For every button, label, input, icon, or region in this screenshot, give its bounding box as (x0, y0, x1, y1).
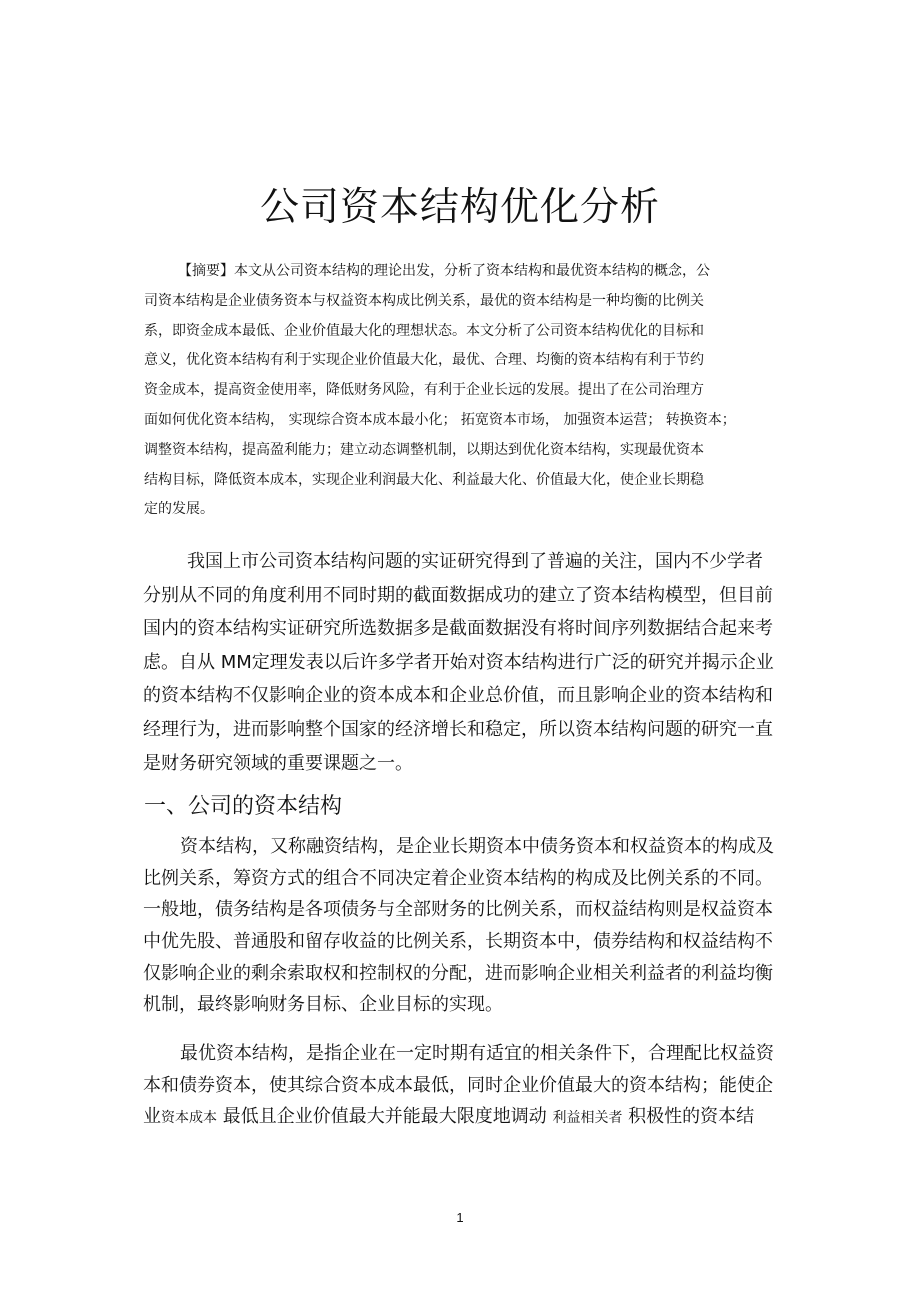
abstract-line: 【摘要】本文从公司资本结构的理论出发，分析了资本结构和最优资本结构的概念，公 (178, 263, 710, 279)
term-stakeholders: 利益相关者 (552, 1110, 623, 1127)
abstract-line: 面如何优化资本结构， 实现综合资本成本最小化； 拓宽资本市场， 加强资本运营； 转换资本； (144, 411, 736, 428)
paragraph-line: 业资本成本 最低且企业价值最大并能最大限度地调动 利益相关者 积极性的资本结 (143, 1106, 755, 1128)
term-capital-cost: 资本成本 (161, 1110, 217, 1127)
abstract-line: 调整资本结构，提高盈利能力；建立动态调整机制，以期达到优化资本结构，实现最优资本 (144, 441, 704, 458)
paragraph-line: 是财务研究领域的重要课题之一。 (143, 752, 413, 774)
paragraph-line: 中优先股、普通股和留存收益的比例关系，长期资本中，债券结构和权益结构不 (143, 931, 773, 953)
abstract-line: 资金成本，提高资金使用率，降低财务风险，有利于企业长远的发展。提出了在公司治理方 (144, 382, 704, 399)
paragraph-line: 仅影响企业的剩余索取权和控制权的分配，进而影响企业相关利益者的利益均衡 (143, 962, 773, 984)
intro-paragraph (143, 545, 803, 780)
paragraph-line: 的资本结构不仅影响企业的资本成本和企业总价值，而且影响企业的资本结构和 (143, 685, 773, 707)
paragraph-line: 一般地，债务结构是各项债务与全部财务的比例关系，而权益结构则是权益资本 (143, 899, 773, 921)
abstract-line: 意义，优化资本结构有利于实现企业价值最大化，最优、合理、均衡的资本结构有利于节约 (144, 352, 704, 369)
paragraph-line: 我国上市公司资本结构问题的实证研究得到了普遍的关注，国内不少学者 (187, 551, 763, 572)
paragraph-line: 国内的资本结构实证研究所选数据多是截面数据没有将时间序列数据结合起来考 (143, 618, 773, 640)
paragraph-line: 经理行为，进而影响整个国家的经济增长和稳定，所以资本结构问题的研究一直 (143, 718, 773, 740)
abstract-line: 定的发展。 (144, 501, 214, 518)
paragraph-line: 最优资本结构，是指企业在一定时期有适宜的相关条件下，合理配比权益资 (180, 1043, 774, 1064)
document-title: 公司资本结构优化分析 (259, 185, 660, 230)
page-number: 1 (456, 1210, 464, 1225)
paragraph-line: 资本结构，又称融资结构，是企业长期资本中债务资本和权益资本的构成及 (180, 836, 774, 857)
section-heading: 一、公司的资本结构 (144, 794, 343, 819)
section-paragraph (143, 1038, 803, 1133)
paragraph-line: 虑。自从 MM定理发表以后许多学者开始对资本结构进行广泛的研究并揭示企业 (143, 651, 774, 673)
section-paragraph (143, 831, 803, 1021)
paragraph-line: 分别从不同的角度利用不同时期的截面数据成功的建立了资本结构模型，但目前 (143, 584, 773, 606)
paragraph-line: 机制，最终影响财务目标、企业目标的实现。 (143, 994, 503, 1016)
abstract-label: 【摘要】 (178, 263, 234, 279)
abstract (144, 257, 774, 525)
abstract-line: 司资本结构是企业债务资本与权益资本构成比例关系，最优的资本结构是一种均衡的比例关 (144, 292, 704, 309)
abstract-line: 结构目标，降低资本成本，实现企业利润最大化、利益最大化、价值最大化，使企业长期稳 (144, 471, 704, 488)
paragraph-line: 比例关系，筹资方式的组合不同决定着企业资本结构的构成及比例关系的不同。 (143, 867, 773, 889)
paragraph-line: 本和债券资本，使其综合资本成本最低，同时企业价值最大的资本结构；能使企 (143, 1074, 773, 1096)
abstract-line: 系，即资金成本最低、企业价值最大化的理想状态。本文分析了公司资本结构优化的目标和 (144, 322, 704, 339)
